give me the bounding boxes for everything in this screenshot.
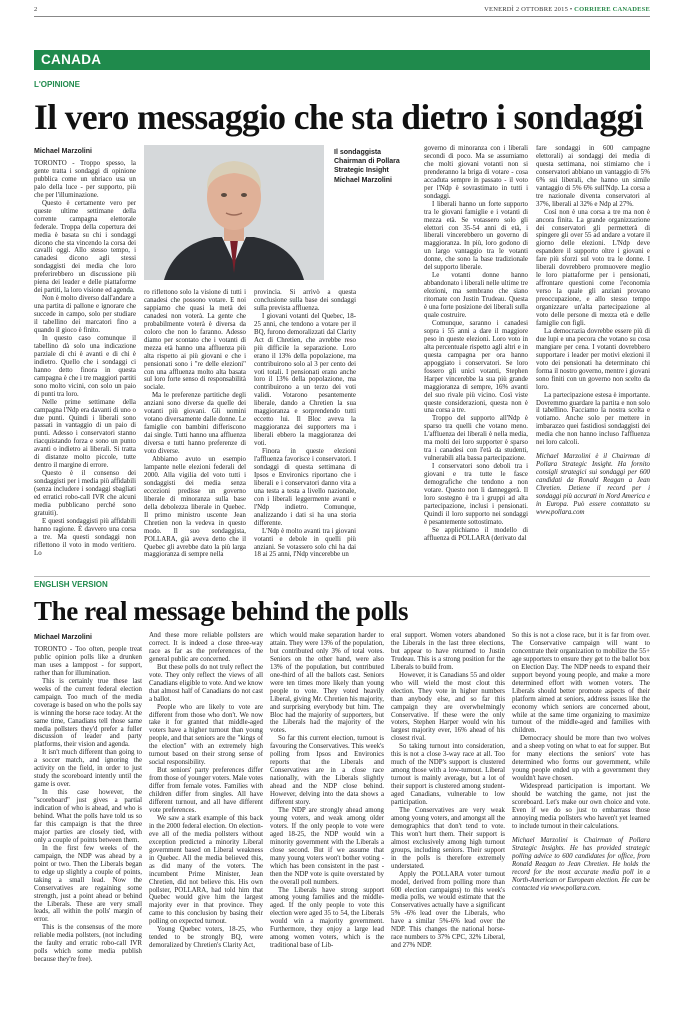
- paragraph: This is the consensus of the more reliable media pollsters, (not including the faulty and erratic robo-call IVR polls which some media publish because they're free).: [34, 924, 142, 964]
- paragraph: So far this current election, turnout is favouring the Conservatives. This week's polling from Ipsos and Environics reports that the Liberals and Conservatives are in a close race nationally, with the Liberals slightly ahead and the NDP close behind. However, delving into the data shows a different story.: [270, 735, 384, 807]
- paragraph: fare sondaggi in 600 campagne elettorali) ai sondaggi dei media di questa settimana, noi stimiamo che i conservatori abbiano un vantaggio di 5% 6% sui liberali, che hanno un simile vantaggio di 5% 6% sull'Ndp. La corsa a tre nazionale diventa conservatori al 37%, liberali al 32% e Ndp al 27%.: [536, 145, 650, 208]
- paragraph: Finora in queste elezioni l'affluenza favorisce i conservatori. I sondaggi di questa settimana di Ipsos e Environics riportano che i liberali e i conservatori danno vita a una testa a testa a livello nazionale, con i liberali leggermente avanti e l'Ndp indietro. Comunque, analizzando i dati si ha una storia differente.: [254, 448, 356, 527]
- folio-date-line: [484, 6, 650, 13]
- paragraph: provincia. Si arrivò a questa conclusione sulla base dei sondaggi sulla prevista affluenza.: [254, 289, 356, 312]
- english-column-1: [34, 646, 142, 1016]
- portrait-photo-icon: [144, 145, 324, 280]
- paragraph: People who are likely to vote are different from those who don't. We now take it for granted that middle-aged voters have a higher turnout than young people, and that seniors are the "kings of the election" with an extremely high turnout based on their strong sense of social responsibility.: [149, 703, 263, 767]
- english-column-3: [270, 632, 384, 1016]
- paragraph: But seniors' party preferences differ from those of younger voters. Male votes differ from female votes. Families with children differ from singles. All have different turnout, and all have different vote preferences.: [149, 767, 263, 814]
- paragraph: But these polls do not truly reflect the vote. They only reflect the views of all Canadians eligible to vote. And we know that almost half of Canadians do not cast a ballot.: [149, 663, 263, 703]
- caption-line: Michael Marzolini: [334, 176, 392, 184]
- english-column-5: [512, 632, 650, 1016]
- paragraph: And these more reliable pollsters are correct. It is indeed a close three-way race as far as the preferences of the general public are concerned.: [149, 632, 263, 663]
- paragraph: TORONTO - Too often, people treat public opinion polls like a drunken man uses a lamppost - for support, rather than for illumination.: [34, 646, 142, 677]
- paragraph: So taking turnout into consideration, this is not a close 3-way race at all. Too much of the NDP's support is clustered among those with a low-turnout. Liberal turnout is mainly average, but a lot of their support is clustered among student-aged Canadians, vulnerable to low participation.: [391, 743, 505, 807]
- folio-separator: •: [569, 6, 573, 13]
- paragraph: I liberali hanno un forte supporto tra le giovani famiglie e i votanti di mezza età. Se votassero solo gli elettori con 35-54 anni di età, i liberali vincerebbero un governo di maggioranza. In più, loro godono di un largo vantaggio tra le votanti donne, che sono la base tradizionale del supporto liberale.: [424, 200, 528, 272]
- paragraph: Comunque, saranno i canadesi sopra i 55 anni a dare il maggiore peso in queste elezioni. Loro voto in alta percentuale rispetto agli altri e in questa campagna per ora hanno appoggiato i conservatori. Se loro fossero gli unici votanti, Stephen Harper vincerebbe la sua più grande maggioranza di sempre, 16% avanti del suo rivale più vicino. Così viste queste considerazioni, questa non è una corsa a tre.: [424, 319, 528, 415]
- italian-byline: Michael Marzolini: [34, 148, 92, 155]
- top-rule: [34, 16, 650, 17]
- folio-date: VENERDÌ 2 OTTOBRE 2015: [484, 6, 569, 13]
- italian-headline: Il vero messaggio che sta dietro i sondaggi: [34, 97, 643, 137]
- paragraph: Questo è certamente vero per queste ultime settimane della corrente campagna elettorale federale. Troppa della copertura dei media è basata su chi i sondaggi dicono che sta vincendo la corsa dei cavalli oggi. Allo stesso tempo, i canadesi dicono agli stessi sondaggisti dei media che loro preferirebbero un discussione più piena dei leader e delle piattaforme dei partiti, la loro visione ed agenda.: [34, 199, 136, 295]
- paragraph: Nelle prime settimane della campagna l'Ndp era davanti di uno o due punti. Quindi i liberali sono passati in vantaggio di un paio di punti. Adesso i conservatori stanno riacquistando forza e sono un punto avanti o indietro ai liberali. Si tratta di distanze molto piccole, tutte dentro il margine di errore.: [34, 398, 136, 470]
- paragraph: Abbiamo avuto un esempio lampante nelle elezioni federali del 2000. Alla vigilia del voto tutti i sondaggisti dei media senza eccezioni predisse un governo liberale di minoranza sulla base della debolezza liberale in Quebec. Il primo ministro uscente Jean Chretien non la vedeva in questo modo. Il suo sondaggista, POLLARA, già aveva detto che il Quebec gli avrebbe dato la più larga maggioranza di sempre nella: [144, 456, 246, 559]
- caption-line: Strategic Insight: [334, 167, 389, 175]
- section-band: [34, 50, 650, 70]
- paragraph: Se applichiamo il modello di affluenza di POLLARA (derivato dal: [424, 526, 528, 542]
- paragraph: Questo è il consenso dei sondaggisti per i media più affidabili (senza includere i sondaggi sbagliati ed erratici robo-call IVR che alcuni media pubblicano perché sono gratuiti).: [34, 470, 136, 517]
- paragraph: L'Ndp è molto avanti tra i giovani votanti e debole in quelli più anziani. Se votassero solo chi ha dai 18 ai 25 anni, l'Ndp vincerebbe un: [254, 527, 356, 559]
- paragraph: I giovani votanti del Quebec, 18-25 anni, che tendono a votare per il BQ, furono demoralizzati dal Clarity Act di Chretien, che avrebbe reso più difficile la separazione. Loro erano il 13% della popolazione, ma contribuirono solo al 3 per cento dei voti totali. I pensionati erano anche loro il 13% della popolazione, ma contribuirono a un terzo dei voti validi. Votarono pesantemente liberale, dando a Chretien la sua maggioranza e sorprendendo tutti eccetto lui. Il Bloc aveva la maggioranza dei supporters ma i liberali ebbero la maggioranza dei voti.: [254, 312, 356, 448]
- paragraph: Widespread participation is important. We should be watching the game, not just the scoreboard. Let's make our own choice and vote. Even if we do so just to embarrass those annoying media pollsters who haven't yet learned to include turnout in their calculations.: [512, 783, 650, 830]
- paragraph: The NDP are strongly ahead among young voters, and weak among older voters. If the only people to vote were aged 18-25, the NDP would win a minority government with the Liberals a close second. But if we assume that many young voters won't bother voting - which has been consistent in the past - then the NDP vote is quite overstated by the overall poll numbers.: [270, 806, 384, 886]
- paragraph: which would make separation harder to attain. They were 13% of the population, but contributed only 3% of total votes. Seniors on the other hand, were also 13% of the population, but contributed one-third of all the ballots cast. Seniors were ten times more likely than young people to vote. They voted heavily Liberal, giving Mr. Chretien his majority, and surprising everybody but him. The Bloc had the majority of supporters, but the Liberals had the majority of the votes.: [270, 632, 384, 735]
- paragraph: We saw a stark example of this back in the 2000 federal election. On election-eve all of the media pollsters without exception predicted a minority Liberal government based on Liberal weakness in Quebec. All the media believed this, as did many of the voters. The incumbent Prime Minister, Jean Chretien, did not believe this. His own pollster, POLLARA, had told him that Quebec would give him the largest majority ever in that province. They came to this conclusion by basing their polling on expected turnout.: [149, 814, 263, 926]
- english-kicker: ENGLISH VERSION: [34, 580, 108, 589]
- italian-column-2: [144, 289, 246, 572]
- paragraph: The Liberals have strong support among young families and the middle-aged. If the only people to vote this election were aged 35 to 54, the Liberals would win a majority government. Furthermore, they enjoy a large lead among women voters, which is the traditional base of Lib-: [270, 886, 384, 950]
- italian-column-1: [34, 160, 136, 572]
- paragraph: governo di minoranza con i liberali secondi di poco. Ma se assumiamo che molti giovani votanti non si prenderanno la briga di votare - cosa accaduta sempre in passato - il voto per l'Ndp è sovrastimato in tutti i sondaggi.: [424, 145, 528, 200]
- paragraph: Così non è una corsa a tre ma non è ancora finita. La grande organizzazione dei conservatori gli permetterà di spingere gli over 55 ad andare a votare il giorno delle elezioni. L'Ndp deve espandere il supporto oltre i giovani e fare più sforzi sul voto tra le donne. I liberali dovrebbero promuovere meglio le loro piattaforme per i pensionati, affrontare questioni come l'economia verso la quale gli anziani provano preoccupazione, e allo stesso tempo organizzare un'alta partecipazione al voto delle persone di mezza età e delle famiglie con figli.: [536, 208, 650, 327]
- paragraph: Le votanti donne hanno abbandonato i liberali nelle ultime tre elezioni, ma sembrano che siano ritornate con Justin Trudeau. Questa è una forte posizione dei liberali sulla quale costruire.: [424, 272, 528, 320]
- caption-line: Il sondaggista: [334, 149, 382, 156]
- paragraph: In this case however, the "scoreboard" just gives a partial indication of who is ahead, and who is behind. What the polls have told us so far this campaign is that the three major parties are closely tied, with only a couple of points between them.: [34, 789, 142, 844]
- paragraph: However, it is Canadians 55 and older who will wield the most clout this election. They vote in higher numbers than anybody else, and so far this campaign they are overwhelmingly Conservative. If these were the only voters, Stephen Harper would win his largest majority ever, 16% ahead of his closest rival.: [391, 671, 505, 743]
- italian-column-3: [254, 289, 356, 572]
- paragraph: ro riflettono solo la visione di tutti i canadesi che possono votare. E noi sappiamo che quasi la metà dei canadesi non voterà. La gente che probabilmente voterà è diversa da coloro che non lo faranno. Adesso diamo per scontato che i votanti di mezza età hanno una affluenza più alta rispetto ai più giovani e che i pensionati sono i "re delle elezioni" con una affluenza molto alta basata sul loro forte senso di responsabilità sociale.: [144, 289, 246, 392]
- english-column-4: [391, 632, 505, 1016]
- italian-column-4: [424, 145, 528, 573]
- italian-kicker: L'OPINIONE: [34, 80, 80, 89]
- paragraph: It isn't much different than going to a soccer match, and ignoring the activity on the field, in order to just study the scoreboard intently until the game is over.: [34, 749, 142, 789]
- author-note: Michael Marzolini è il Chairman di Pollara Strategic Insight. Ha fornito consigli strategici sui sondaggi per 600 candidati da Ronald Reagan a Jean Chretien. Detiene il record per i sondaggi più accurati in Nord America e in Europa. Può essere contattato su www.pollara.com: [536, 453, 650, 516]
- english-byline: Michael Marzolini: [34, 634, 92, 641]
- caption-line: Chairman di Pollara: [334, 158, 400, 166]
- page-number: 2: [34, 6, 38, 13]
- paragraph: Troppo del supporto all'Ndp è sparso tra quelli che votano meno. L'affluenza dei liberali è nella media, ma molti dei loro supporter è sparso tra i canadesi con l'età da studenti, vulnerabili alla bassa partecipazione.: [424, 415, 528, 463]
- paragraph: I conservatori sono deboli tra i giovani e tra tutte le fasce demografiche che tendono a non votare. Questo non li danneggerà. Il loro sostegno è tra i gruppi ad alta partecipazione, inclusi i pensionati. Quindi il loro supporto nei sondaggi è pesantemente sottostimato.: [424, 463, 528, 526]
- paragraph: Democracy should be more than two wolves and a sheep voting on what to eat for supper. But for many elections the seniors' vote has determined who forms our government, while young people ended up with a government they wouldn't have chosen.: [512, 735, 650, 783]
- paragraph: So this is not a close race, but it is far from over. The Conservative campaign will want to concentrate their organization to mobilize the 55+ age supporters to ensure they get to the ballot box on Election Day. The NDP needs to expand their support beyond young people, and make a more determined effort with women voters. The Liberals should better promote aspects of their platform aimed at seniors, address issues like the economy which seniors are concerned about, while at the same time organizing to maximize turnout of the middle-aged and families with children.: [512, 632, 650, 735]
- paragraph: Apply the POLLARA voter turnout model, derived from polling more than 600 election campaigns) to this week's media polls, we would estimate that the Conservatives actually have a significant 5% -6% lead over the Liberals, who have a similar 5%-6% lead over the NDP. This changes the national horse-race numbers to 37% CPC, 32% Liberal, and 27% NDP.: [391, 870, 505, 950]
- paragraph: Ma le preferenze partitiche degli anziani sono diverse da quelle dei votanti più giovani. Gli uomini votano diversamente dalle donne. Le famiglie con bambini differiscono dai single. Tutti hanno una affluenza diversa e tutti hanno preferenze di voto diverse.: [144, 392, 246, 456]
- english-headline: The real message behind the polls: [34, 596, 409, 626]
- paragraph: In the first few weeks of the campaign, the NDP was ahead by a point or two. Then the Liberals began to edge up slightly a couple of points, taking a small lead. Now the Conservatives are regaining some strength, just a point ahead or behind the Liberals. These are very small leads, all within the polls' margin of error.: [34, 844, 142, 924]
- paragraph: La democrazia dovrebbe essere più di due lupi e una pecora che votano su cosa mangiare per cena. I votanti dovrebbero supportare i leader per motivi elezioni il voto dei pensionati ha determinato chi forma il nostro governo, mentre i giovani sono finiti con un governo non scelto da loro.: [536, 327, 650, 391]
- paragraph: Young Quebec voters, 18-25, who tended to be strongly BQ, were demoralized by Chretien's Clarity Act,: [149, 926, 263, 950]
- author-photo: [144, 145, 324, 280]
- photo-caption: [334, 148, 414, 185]
- paragraph: Non è molto diverso dall'andare a una partita di pallone e ignorare che succede in campo, solo per studiare il tabellino dei marcatori fino a quando il gioco è finito.: [34, 295, 136, 335]
- article-divider: [34, 576, 650, 577]
- paragraph: E questi sondaggisti più affidabili hanno ragione. È davvero una corsa a tre. Ma questi sondaggi non riflettono il voto in modo veritiero. Lo: [34, 517, 136, 557]
- paragraph: The Conservatives are very weak among young voters, and amongst all the demographics that don't tend to vote. This won't hurt them. Their support is almost exclusively among high turnout groups, including seniors. Their support in the polls is therefore extremely understated.: [391, 806, 505, 870]
- english-column-2: [149, 632, 263, 1016]
- paragraph: This is certainly true these last weeks of the current federal election campaign. Too much of the media coverage is based on who the polls say is winning the horse race today. At the same time, Canadians tell those same media pollsters they'd prefer a fuller discussion of leader and party platforms, their vision and agenda.: [34, 677, 142, 749]
- paragraph: TORONTO - Troppo spesso, la gente tratta i sondaggi di opinione pubblica come un ubriaco usa un palo della luce - per supporto, più che per l'illuminazione.: [34, 160, 136, 199]
- paragraph: In questo caso comunque il tabellino dà solo una indicazione parziale di chi è avanti e di chi è indietro. Quello che i sondaggi ci hanno detto finora in questa campagna è che i tre maggiori partiti sono molto vicini, con solo un paio di punti tra loro.: [34, 334, 136, 398]
- section-label: CANADA: [41, 52, 102, 67]
- italian-column-5: [536, 145, 650, 573]
- paragraph: La partecipazione estesa è importante. Dovremmo guardare la partita e non solo il tabellino. Facciamo la nostra scelta e votiamo. Anche solo per mettere in imbarazzo quei fastidiosi sondaggisti dei media che non hanno incluso l'affluenza nei loro calcoli.: [536, 391, 650, 447]
- paragraph: eral support. Women voters abandoned the Liberals in the last three elections, but appear to have returned to Justin Trudeau. This is a strong position for the Liberals to build from.: [391, 632, 505, 671]
- folio-publication: CORRIERE CANADESE: [574, 6, 650, 13]
- author-note: Michael Marzolini is Chairman of Pollara Strategic Insights. He has provided strategic polling advice to 600 candidates for office, from Ronald Reagan to Jean Chretien. He holds the record for the most accurate media poll in a North-American or European election. He can be contacted via www.pollara.com.: [512, 836, 650, 892]
